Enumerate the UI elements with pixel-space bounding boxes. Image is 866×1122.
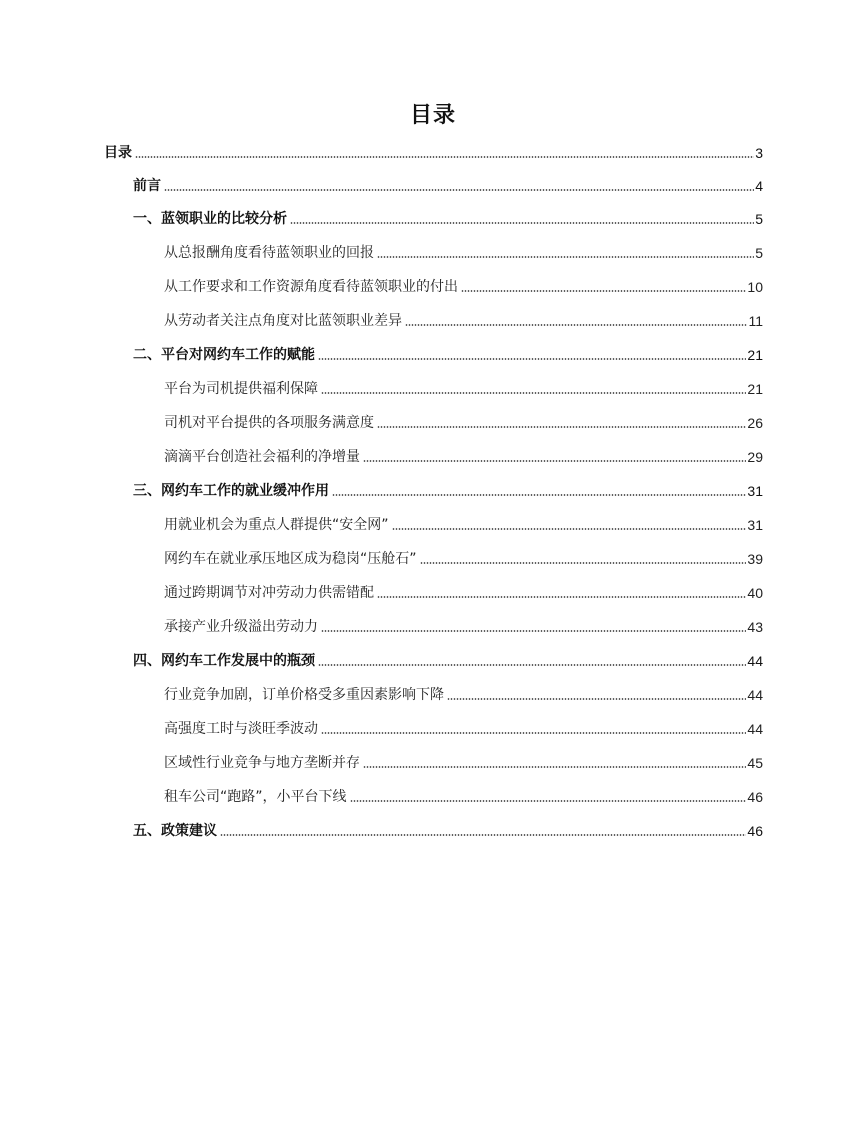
- toc-entry-contents[interactable]: [104, 140, 763, 162]
- toc-entry-page-number: 46: [747, 823, 763, 839]
- toc-entry-chapter-1[interactable]: [133, 206, 763, 228]
- toc-entry-section[interactable]: [164, 682, 763, 704]
- toc-entry-section[interactable]: [164, 716, 763, 738]
- toc-entry-section[interactable]: [164, 580, 763, 602]
- toc-entry-label: 前言: [133, 178, 161, 194]
- toc-entry-section[interactable]: [164, 444, 763, 466]
- toc-entry-page-number: 39: [747, 551, 763, 567]
- toc-entry-label: 目录: [104, 145, 132, 161]
- toc-entry-label: 四、网约车工作发展中的瓶颈: [133, 653, 315, 669]
- dot-leader: [321, 392, 746, 394]
- toc-entry-section[interactable]: [164, 784, 763, 806]
- toc-entry-section[interactable]: [164, 376, 763, 398]
- dot-leader: [135, 156, 754, 158]
- dot-leader: [332, 494, 746, 496]
- toc-entry-section[interactable]: [164, 308, 763, 330]
- toc-entry-page-number: 44: [747, 653, 763, 669]
- toc-entry-page-number: 4: [755, 178, 763, 194]
- toc-entry-page-number: 5: [755, 245, 763, 261]
- toc-entry-label: 五、政策建议: [133, 823, 217, 839]
- toc-entry-page-number: 3: [755, 145, 763, 161]
- dot-leader: [321, 630, 746, 632]
- toc-entry-label: 从总报酬角度看待蓝领职业的回报: [164, 245, 374, 261]
- toc-entry-label: 从劳动者关注点角度对比蓝领职业差异: [164, 313, 402, 329]
- toc-entry-page-number: 45: [747, 755, 763, 771]
- toc-entry-page-number: 21: [747, 347, 763, 363]
- dot-leader: [220, 834, 746, 836]
- toc-entry-page-number: 11: [748, 313, 763, 329]
- dot-leader: [350, 800, 747, 802]
- toc-entry-label: 承接产业升级溢出劳动力: [164, 619, 318, 635]
- toc-entry-page-number: 26: [747, 415, 763, 431]
- toc-entry-label: 行业竞争加剧，订单价格受多重因素影响下降: [164, 687, 444, 703]
- dot-leader: [318, 358, 746, 360]
- dot-leader: [321, 732, 746, 734]
- dot-leader: [363, 766, 746, 768]
- toc-entry-chapter-4[interactable]: [133, 648, 763, 670]
- toc-entry-section[interactable]: [164, 240, 763, 262]
- toc-entry-label: 二、平台对网约车工作的赋能: [133, 347, 315, 363]
- toc-entry-page-number: 44: [747, 721, 763, 737]
- toc-entry-label: 网约车在就业承压地区成为稳岗“压舱石”: [164, 551, 417, 567]
- page-title: 目录: [409, 103, 456, 128]
- dot-leader: [377, 256, 754, 258]
- toc-entry-section[interactable]: [164, 274, 763, 296]
- toc-entry-page-number: 5: [755, 211, 763, 227]
- toc-entry-page-number: 31: [747, 517, 763, 533]
- dot-leader: [318, 664, 746, 666]
- toc-entry-label: 平台为司机提供福利保障: [164, 381, 318, 397]
- toc-entry-page-number: 21: [747, 381, 763, 397]
- toc-entry-label: 区域性行业竞争与地方垄断并存: [164, 755, 360, 771]
- toc-entry-label: 通过跨期调节对冲劳动力供需错配: [164, 585, 374, 601]
- toc-entry-label: 租车公司“跑路”，小平台下线: [164, 789, 347, 805]
- toc-entry-page-number: 43: [747, 619, 763, 635]
- toc-entry-chapter-3[interactable]: [133, 478, 763, 500]
- toc-entry-section[interactable]: [164, 410, 763, 432]
- toc-entry-section[interactable]: [164, 614, 763, 636]
- dot-leader: [447, 698, 746, 700]
- toc-entry-label: 高强度工时与淡旺季波动: [164, 721, 318, 737]
- dot-leader: [461, 290, 746, 292]
- dot-leader: [392, 528, 747, 530]
- toc-entry-page-number: 46: [747, 789, 763, 805]
- dot-leader: [377, 426, 746, 428]
- dot-leader: [290, 222, 754, 224]
- toc-entry-chapter-2[interactable]: [133, 342, 763, 364]
- dot-leader: [363, 460, 746, 462]
- toc-entry-label: 滴滴平台创造社会福利的净增量: [164, 449, 360, 465]
- toc-entry-section[interactable]: [164, 750, 763, 772]
- toc-entry-label: 三、网约车工作的就业缓冲作用: [133, 483, 329, 499]
- toc-entry-label: 用就业机会为重点人群提供“安全网”: [164, 517, 389, 533]
- dot-leader: [405, 324, 747, 326]
- toc-entry-page-number: 31: [747, 483, 763, 499]
- toc-entry-label: 司机对平台提供的各项服务满意度: [164, 415, 374, 431]
- toc-entry-preface[interactable]: [133, 173, 763, 195]
- toc-entry-section[interactable]: [164, 546, 763, 568]
- toc-entry-page-number: 10: [747, 279, 763, 295]
- toc-entry-page-number: 40: [747, 585, 763, 601]
- dot-leader: [377, 596, 746, 598]
- toc-entry-page-number: 44: [747, 687, 763, 703]
- dot-leader: [164, 189, 754, 191]
- toc-entry-section[interactable]: [164, 512, 763, 534]
- toc-entry-label: 一、蓝领职业的比较分析: [133, 211, 287, 227]
- toc-entry-page-number: 29: [747, 449, 763, 465]
- toc-entry-label: 从工作要求和工作资源角度看待蓝领职业的付出: [164, 279, 458, 295]
- toc-entry-chapter-5[interactable]: [133, 818, 763, 840]
- dot-leader: [420, 562, 747, 564]
